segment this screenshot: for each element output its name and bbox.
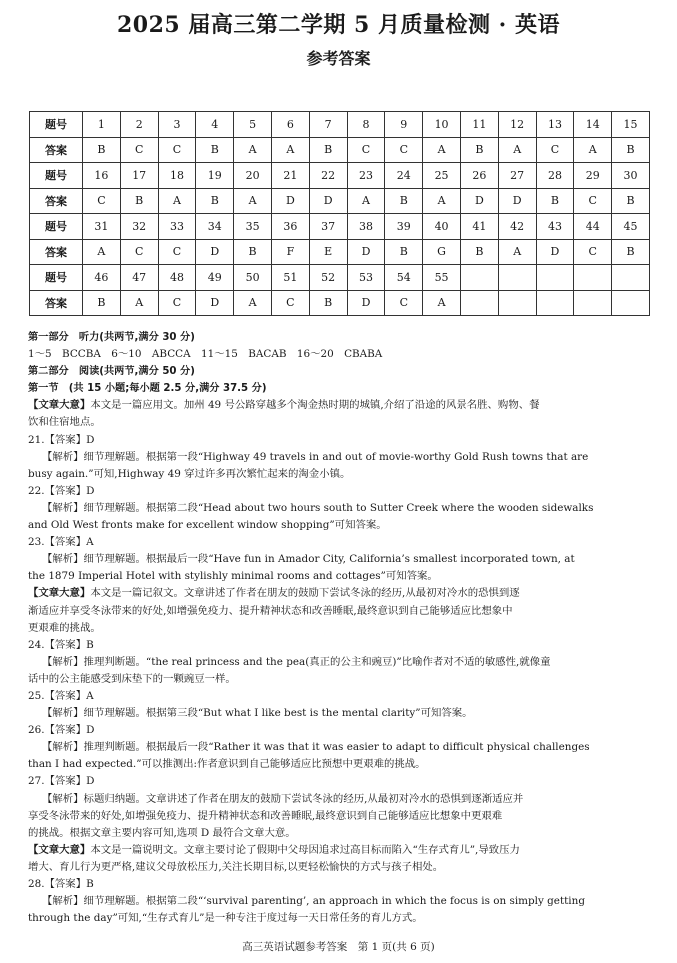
answer-cell: C [385, 137, 423, 163]
summary-text: 本文是一篇应用文。加州 49 号公路穿越多个淘金热时期的城镇,介绍了沿途的风景名胜、购物、餐 [90, 399, 540, 412]
question-number-cell: 4 [196, 112, 234, 138]
answer-label-cell: 答案 [30, 137, 83, 163]
question-number-row [30, 163, 650, 189]
page-title: 2025 届高三第二学期 5 月质量检测 · 英语 [117, 12, 560, 38]
question-number-cell: 5 [234, 112, 272, 138]
q25-answer: 25.【答案】A [28, 689, 94, 702]
part2-heading: 第二部分 阅读(共两节,满分 50 分) [28, 366, 195, 378]
q22-answer: 22.【答案】D [28, 484, 95, 497]
answer-cell: B [83, 137, 121, 163]
q25-explanation: 【解析】细节理解题。根据第三段“But what I like best is the mental clarity”可知答案。 [42, 707, 473, 720]
answer-cell: C [120, 239, 158, 265]
answer-cell: D [196, 290, 234, 316]
q21-explanation: 【解析】细节理解题。根据第一段“Highway 49 travels in and out of movie-worthy Gold Rush towns that are [42, 450, 589, 463]
q21-explanation-cont: busy again.”可知,Highway 49 穿过许多再次繁忙起来的淘金小镇。 [28, 467, 351, 480]
question-number-cell: 18 [158, 163, 196, 189]
answer-cell: A [234, 290, 272, 316]
question-number-cell: 23 [347, 163, 385, 189]
answer-cell: C [158, 137, 196, 163]
answer-cell: D [196, 239, 234, 265]
q21-answer: 21.【答案】D [28, 433, 95, 446]
answer-cell: C [83, 188, 121, 214]
answer-row [30, 137, 650, 163]
answer-label-cell: 答案 [30, 239, 83, 265]
answer-cell: A [158, 188, 196, 214]
answer-cell: D [271, 188, 309, 214]
page-subtitle: 参考答案 [306, 49, 371, 68]
answer-row [30, 290, 650, 316]
answer-cell: B [460, 239, 498, 265]
answer-cell: C [158, 239, 196, 265]
question-number-cell: 46 [83, 265, 121, 291]
q26-explanation: 【解析】推理判断题。根据最后一段“Rather it was that it was easier to adapt to difficult physical challenges [42, 741, 590, 754]
question-number-cell: 19 [196, 163, 234, 189]
answer-cell: D [536, 239, 574, 265]
answer-cell: D [498, 188, 536, 214]
question-number-cell: 20 [234, 163, 272, 189]
q23-explanation-cont: the 1879 Imperial Hotel with stylishly minimal rooms and cottages”可知答案。 [28, 570, 438, 583]
question-number-cell: 28 [536, 163, 574, 189]
answer-cell: D [309, 188, 347, 214]
answer-cell [536, 290, 574, 316]
passage-a-summary-cont: 饮和住宿地点。 [28, 416, 101, 429]
question-number-cell: 39 [385, 214, 423, 240]
question-number-cell [574, 265, 612, 291]
answer-cell: B [536, 188, 574, 214]
question-number-cell: 47 [120, 265, 158, 291]
question-number-cell: 44 [574, 214, 612, 240]
question-number-row [30, 265, 650, 291]
answer-cell: A [347, 188, 385, 214]
answer-cell: B [309, 137, 347, 163]
q24-explanation-cont: 话中的公主能感受到床垫下的一颗豌豆一样。 [28, 672, 236, 685]
answer-cell: C [158, 290, 196, 316]
q27-explanation: 【解析】标题归纳题。文章讲述了作者在朋友的鼓励下尝试冬泳的经历,从最初对冷水的恐惧到逐渐适应并 [42, 792, 524, 805]
q23-explanation: 【解析】细节理解题。根据最后一段“Have fun in Amador City, California’s smallest incorporated town, at [42, 553, 575, 566]
answer-cell: A [120, 290, 158, 316]
q28-answer: 28.【答案】B [28, 878, 94, 890]
answer-table [29, 111, 650, 316]
question-number-cell: 29 [574, 163, 612, 189]
question-number-cell: 33 [158, 214, 196, 240]
answer-cell [460, 290, 498, 316]
answer-cell: A [423, 137, 461, 163]
question-number-row [30, 112, 650, 138]
answer-cell: B [612, 137, 650, 163]
answer-cell: D [460, 188, 498, 214]
question-number-cell: 16 [83, 163, 121, 189]
q26-explanation-cont: than I had expected.”可以推测出:作者意识到自己能够适应比预想中更艰难的挑战。 [28, 758, 426, 771]
question-number-cell: 21 [271, 163, 309, 189]
question-number-cell: 2 [120, 112, 158, 138]
question-number-cell: 53 [347, 265, 385, 291]
question-number-cell: 49 [196, 265, 234, 291]
question-number-cell: 55 [423, 265, 461, 291]
answer-cell: C [574, 239, 612, 265]
question-label-cell: 题号 [30, 265, 83, 291]
summary-text: 本文是一篇说明文。文章主要讨论了假期中父母因追求过高目标而陷入“生存式育儿”,导致压力 [90, 843, 520, 856]
question-number-cell: 15 [612, 112, 650, 138]
answer-cell [574, 290, 612, 316]
answer-cell: B [309, 290, 347, 316]
answer-cell [612, 290, 650, 316]
answer-cell: C [536, 137, 574, 163]
answer-cell: A [423, 188, 461, 214]
question-number-cell: 25 [423, 163, 461, 189]
answer-cell: A [574, 137, 612, 163]
answer-content [28, 329, 652, 927]
answer-label-cell: 答案 [30, 290, 83, 316]
question-number-cell: 41 [460, 214, 498, 240]
question-number-cell [498, 265, 536, 291]
answer-cell: B [234, 239, 272, 265]
answer-cell: B [385, 188, 423, 214]
answer-cell: D [347, 290, 385, 316]
question-number-cell: 54 [385, 265, 423, 291]
part1-answers: 1～5 BCCBA 6～10 ABCCA 11～15 BACAB 16～20 CBABA [28, 348, 383, 361]
answer-cell: D [347, 239, 385, 265]
answer-cell: B [196, 188, 234, 214]
answer-cell: B [120, 188, 158, 214]
answer-cell: C [271, 290, 309, 316]
answer-cell: C [385, 290, 423, 316]
answer-cell: A [271, 137, 309, 163]
question-number-cell: 3 [158, 112, 196, 138]
question-number-cell: 7 [309, 112, 347, 138]
part1-heading: 第一部分 听力(共两节,满分 30 分) [28, 332, 195, 343]
passage-b-summary-cont: 渐适应并享受冬泳带来的好处,如增强免疫力、提升精神状态和改善睡眠,最终意识到自己能够适应比想象中 [28, 604, 513, 617]
q28-explanation-cont: through the day”可知,“生存式育儿”是一种专注于度过每一天日常任务的育儿方式。 [28, 912, 423, 925]
summary-text: 本文是一篇记叙文。文章讲述了作者在朋友的鼓励下尝试冬泳的经历,从最初对冷水的恐惧到逐 [90, 587, 520, 600]
question-number-cell: 9 [385, 112, 423, 138]
q27-explanation-cont: 享受冬泳带来的好处,如增强免疫力、提升精神状态和改善睡眠,最终意识到自己能够适应比想象中更艰难 [28, 809, 503, 822]
question-label-cell: 题号 [30, 214, 83, 240]
question-number-cell: 32 [120, 214, 158, 240]
passage-b-summary [28, 585, 652, 602]
question-number-cell: 24 [385, 163, 423, 189]
question-number-cell: 38 [347, 214, 385, 240]
answer-cell: A [83, 239, 121, 265]
question-number-cell: 22 [309, 163, 347, 189]
question-number-cell: 34 [196, 214, 234, 240]
question-number-cell: 27 [498, 163, 536, 189]
answer-cell: B [612, 188, 650, 214]
q22-explanation: 【解析】细节理解题。根据第二段“Head about two hours south to Sutter Creek where the wooden sidewalks [42, 501, 594, 514]
question-number-cell: 30 [612, 163, 650, 189]
question-number-cell: 45 [612, 214, 650, 240]
passage-c-summary [28, 842, 652, 859]
q23-answer: 23.【答案】A [28, 536, 94, 549]
question-number-cell: 17 [120, 163, 158, 189]
question-number-cell: 8 [347, 112, 385, 138]
answer-cell: C [574, 188, 612, 214]
page-footer: 高三英语试题参考答案 第 1 页(共 6 页) [242, 941, 435, 953]
answer-row [30, 239, 650, 265]
question-number-row [30, 214, 650, 240]
question-number-cell: 36 [271, 214, 309, 240]
answer-cell: A [423, 290, 461, 316]
answer-cell: A [498, 137, 536, 163]
question-number-cell: 26 [460, 163, 498, 189]
question-number-cell: 13 [536, 112, 574, 138]
answer-cell: E [309, 239, 347, 265]
question-number-cell: 48 [158, 265, 196, 291]
question-number-cell: 37 [309, 214, 347, 240]
answer-row [30, 188, 650, 214]
q22-explanation-cont: and Old West fronts make for excellent window shopping”可知答案。 [28, 519, 387, 532]
summary-label: 【文章大意】 [28, 843, 91, 856]
question-number-cell: 40 [423, 214, 461, 240]
question-label-cell: 题号 [30, 112, 83, 138]
q26-answer: 26.【答案】D [28, 724, 95, 737]
answer-cell: B [385, 239, 423, 265]
answer-cell: A [234, 137, 272, 163]
q24-explanation: 【解析】推理判断题。“the real princess and the pea(真正的公主和豌豆)”比喻作者对不适的敏感性,就像童 [42, 655, 551, 668]
answer-cell: B [460, 137, 498, 163]
answer-cell: F [271, 239, 309, 265]
answer-cell: G [423, 239, 461, 265]
q24-answer: 24.【答案】B [28, 638, 94, 651]
answer-cell: B [83, 290, 121, 316]
question-number-cell: 1 [83, 112, 121, 138]
question-number-cell: 35 [234, 214, 272, 240]
passage-b-summary-cont2: 更艰难的挑战。 [28, 621, 101, 634]
summary-label: 【文章大意】 [28, 587, 91, 600]
question-label-cell: 题号 [30, 163, 83, 189]
question-number-cell: 51 [271, 265, 309, 291]
answer-cell: C [347, 137, 385, 163]
question-number-cell: 43 [536, 214, 574, 240]
question-number-cell [612, 265, 650, 291]
passage-c-summary-cont: 增大、育儿行为更严格,建议父母放松压力,关注长期目标,以更轻松愉快的方式与孩子相处。 [28, 860, 444, 873]
question-number-cell: 6 [271, 112, 309, 138]
question-number-cell: 10 [423, 112, 461, 138]
answer-cell: B [196, 137, 234, 163]
question-number-cell: 42 [498, 214, 536, 240]
answer-cell: B [612, 239, 650, 265]
answer-label-cell: 答案 [30, 188, 83, 214]
question-number-cell: 14 [574, 112, 612, 138]
answer-cell [498, 290, 536, 316]
q28-explanation: 【解析】细节理解题。根据第二段“‘survival parenting’, an approach in which the focus is on simply getting [42, 895, 585, 908]
question-number-cell: 52 [309, 265, 347, 291]
question-number-cell: 12 [498, 112, 536, 138]
question-number-cell [536, 265, 574, 291]
q27-explanation-cont2: 的挑战。根据文章主要内容可知,选项 D 最符合文章大意。 [28, 826, 296, 839]
question-number-cell: 31 [83, 214, 121, 240]
answer-cell: C [120, 137, 158, 163]
section1-heading: 第一节 (共 15 小题;每小题 2.5 分,满分 37.5 分) [28, 383, 267, 395]
question-number-cell [460, 265, 498, 291]
passage-a-summary [28, 397, 652, 414]
summary-label: 【文章大意】 [28, 399, 91, 412]
answer-cell: A [498, 239, 536, 265]
question-number-cell: 50 [234, 265, 272, 291]
question-number-cell: 11 [460, 112, 498, 138]
q27-answer: 27.【答案】D [28, 775, 95, 788]
answer-cell: A [234, 188, 272, 214]
